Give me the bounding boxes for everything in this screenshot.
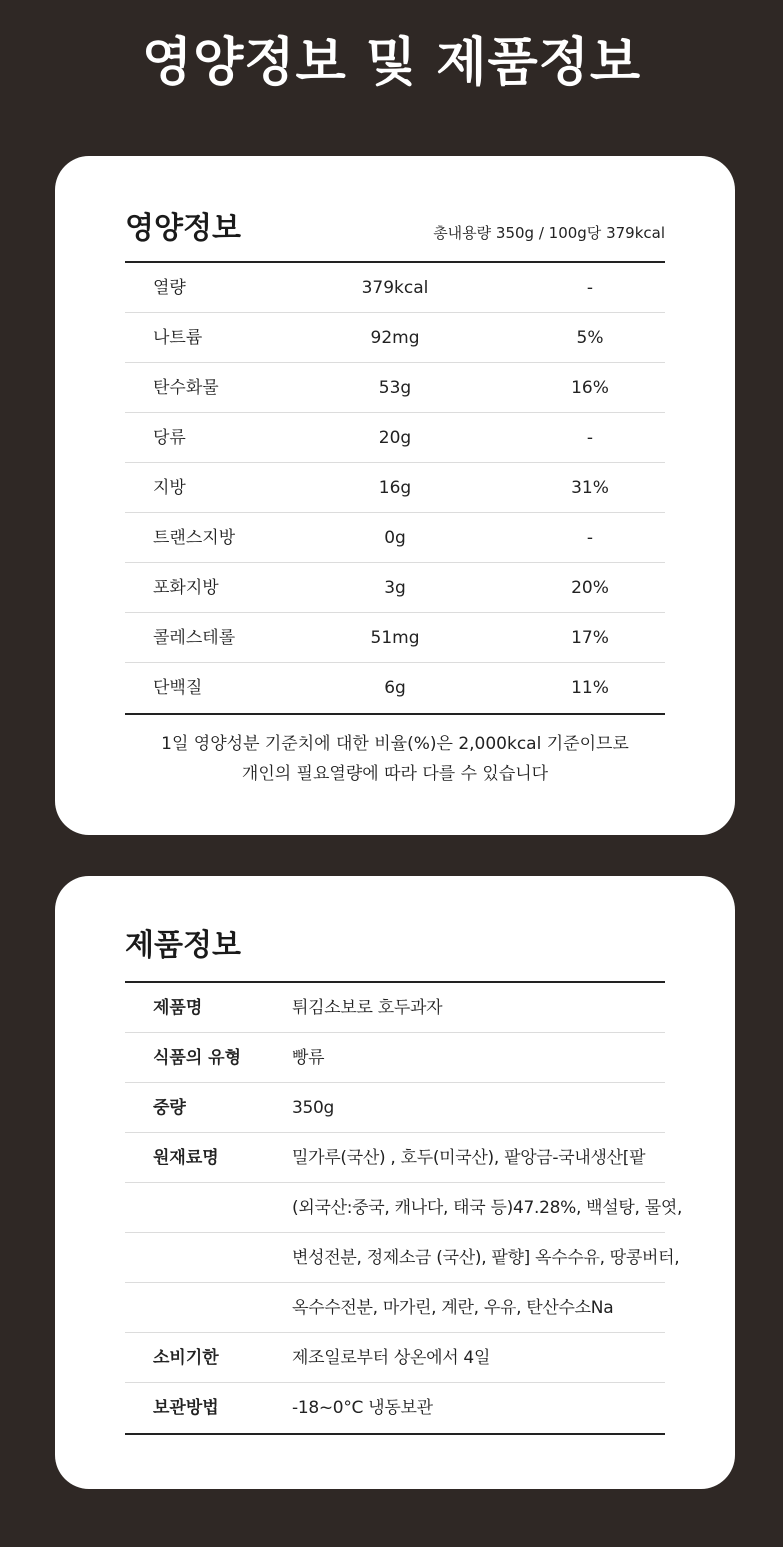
table-row bbox=[125, 1083, 665, 1133]
nutrient-percent: - bbox=[586, 428, 594, 448]
table-row bbox=[125, 1283, 665, 1333]
nutrient-percent: 31% bbox=[571, 478, 609, 498]
nutrient-name: 트랜스지방 bbox=[153, 528, 236, 548]
nutrition-note-line-1: 1일 영양성분 기준치에 대한 비율(%)은 2,000kcal 기준이므로 bbox=[161, 734, 629, 754]
nutrient-amount: 51mg bbox=[370, 628, 420, 648]
nutrient-name: 콜레스테롤 bbox=[153, 628, 236, 648]
product-field-value: 빵류 bbox=[292, 1048, 325, 1068]
table-row bbox=[125, 463, 665, 513]
nutrition-table bbox=[125, 261, 665, 715]
product-field-label: 소비기한 bbox=[153, 1348, 219, 1368]
nutrition-header bbox=[125, 209, 665, 249]
product-field-value: 옥수수전분, 마가린, 계란, 우유, 탄산수소Na bbox=[292, 1298, 614, 1318]
page-title: 영양정보 및 제품정보 bbox=[141, 32, 642, 93]
product-field-value: 350g bbox=[292, 1098, 335, 1118]
nutrient-name: 열량 bbox=[153, 278, 186, 298]
product-header bbox=[125, 926, 665, 966]
nutrient-amount: 92mg bbox=[370, 328, 420, 348]
product-field-value: -18~0°C 냉동보관 bbox=[292, 1398, 433, 1418]
nutrient-percent: 5% bbox=[576, 328, 604, 348]
product-field-value: 제조일로부터 상온에서 4일 bbox=[292, 1348, 491, 1368]
nutrient-amount: 0g bbox=[384, 528, 406, 548]
nutrient-amount: 379kcal bbox=[361, 278, 429, 298]
nutrition-note-line-2: 개인의 필요열량에 따라 다를 수 있습니다 bbox=[241, 764, 549, 784]
nutrient-percent: 16% bbox=[571, 378, 609, 398]
nutrient-amount: 20g bbox=[378, 428, 412, 448]
table-row bbox=[125, 413, 665, 463]
nutrient-percent: 20% bbox=[571, 578, 609, 598]
product-card bbox=[55, 876, 735, 1489]
product-field-label: 식품의 유형 bbox=[153, 1048, 242, 1068]
nutrient-name: 단백질 bbox=[153, 678, 203, 698]
table-row bbox=[125, 1033, 665, 1083]
table-row bbox=[125, 1233, 680, 1283]
product-field-label: 제품명 bbox=[153, 998, 203, 1018]
nutrient-name: 당류 bbox=[153, 428, 186, 448]
table-row bbox=[125, 563, 665, 613]
nutrient-name: 포화지방 bbox=[153, 578, 219, 598]
table-row bbox=[125, 983, 665, 1033]
product-field-label: 보관방법 bbox=[153, 1398, 219, 1418]
product-field-value: 튀김소보로 호두과자 bbox=[292, 998, 443, 1018]
table-row bbox=[125, 663, 665, 713]
table-row bbox=[125, 613, 665, 663]
nutrient-name: 나트륨 bbox=[153, 328, 203, 348]
product-table bbox=[125, 981, 683, 1435]
table-row bbox=[125, 1333, 665, 1383]
table-row bbox=[125, 263, 665, 313]
table-row bbox=[125, 313, 665, 363]
nutrient-amount: 6g bbox=[384, 678, 406, 698]
product-heading: 제품정보 bbox=[125, 928, 241, 963]
nutrient-name: 탄수화물 bbox=[153, 378, 219, 398]
nutrition-summary: 총내용량 350g / 100g당 379kcal bbox=[433, 224, 665, 242]
nutrient-amount: 3g bbox=[384, 578, 406, 598]
nutrient-name: 지방 bbox=[153, 478, 186, 498]
product-field-label: 원재료명 bbox=[153, 1148, 219, 1168]
nutrient-amount: 53g bbox=[378, 378, 412, 398]
nutrient-amount: 16g bbox=[378, 478, 412, 498]
product-field-value: 변성전분, 정제소금 (국산), 팥향] 옥수수유, 땅콩버터, bbox=[292, 1248, 680, 1268]
nutrient-percent: 17% bbox=[571, 628, 609, 648]
nutrition-card bbox=[55, 156, 735, 835]
product-field-value: 밀가루(국산) , 호두(미국산), 팥앙금-국내생산[팥 bbox=[292, 1148, 646, 1168]
nutrient-percent: - bbox=[586, 528, 594, 548]
table-row bbox=[125, 1133, 665, 1183]
table-row bbox=[125, 1383, 665, 1433]
table-row bbox=[125, 513, 665, 563]
product-field-value: (외국산:중국, 캐나다, 태국 등)47.28%, 백설탕, 물엿, bbox=[292, 1198, 683, 1218]
table-row bbox=[125, 363, 665, 413]
nutrient-percent: 11% bbox=[571, 678, 609, 698]
nutrition-heading: 영양정보 bbox=[125, 211, 241, 246]
table-row bbox=[125, 1183, 683, 1233]
nutrient-percent: - bbox=[586, 278, 594, 298]
product-field-label: 중량 bbox=[153, 1098, 186, 1118]
